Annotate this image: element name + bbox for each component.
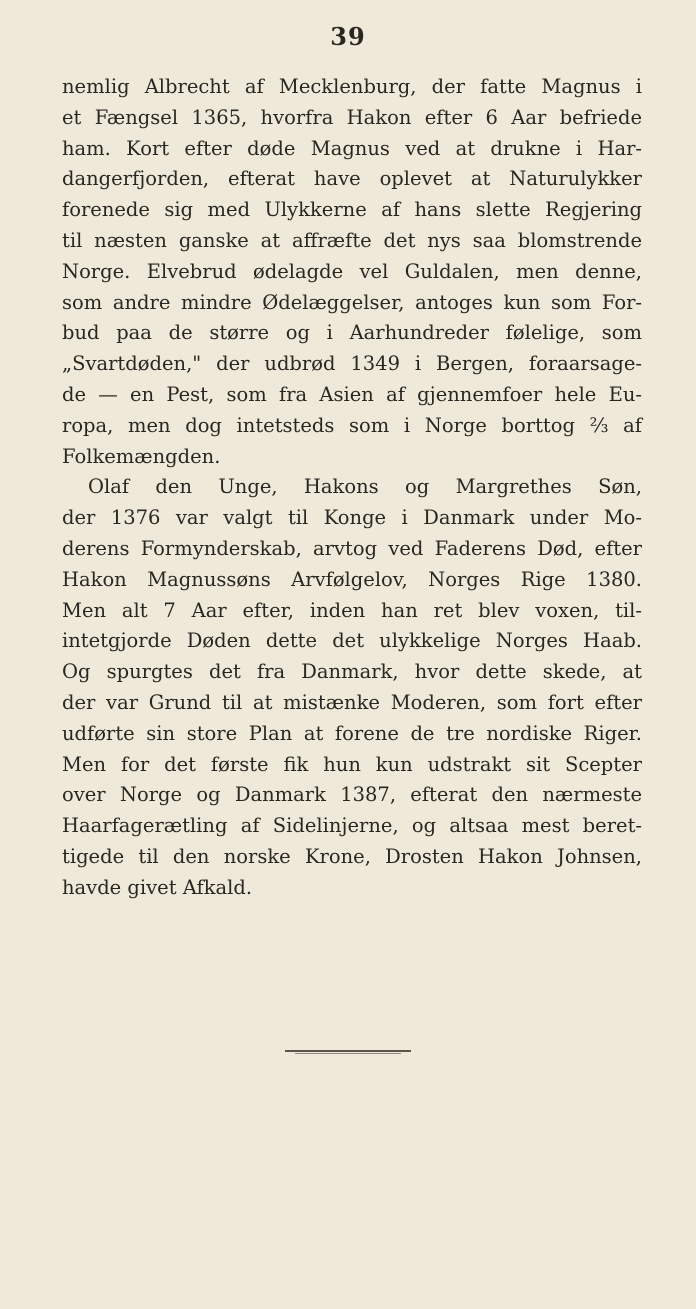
- text-line: som andre mindre Ødelæggelser, antoges kun som For-: [62, 290, 642, 314]
- text-line: et Fængsel 1365, hvorfra Hakon efter 6 Aar befriede: [62, 105, 642, 129]
- text-line: til næsten ganske at affræfte det nys saa blomstrende: [62, 228, 642, 252]
- text-line: der var Grund til at mistænke Moderen, som fort efter: [62, 690, 642, 714]
- text-line: Haarfagerætling af Sidelinjerne, og altsaa mest beret-: [62, 814, 642, 838]
- text-line: udførte sin store Plan at forene de tre nordiske Riger.: [62, 721, 642, 745]
- text-line: ropa, men dog intetsteds som i Norge borttog ⅔ af: [62, 413, 642, 437]
- text-line: de — en Pest, som fra Asien af gjennemfoer hele Eu-: [62, 382, 642, 406]
- text-line: over Norge og Danmark 1387, efterat den nærmeste: [62, 783, 642, 807]
- text-line: Og spurgtes det fra Danmark, hvor dette skede, at: [62, 660, 642, 684]
- text-line: ham. Kort efter døde Magnus ved at drukne i Har-: [62, 136, 642, 160]
- section-divider-thin: [295, 1053, 401, 1054]
- text-line: der 1376 var valgt til Konge i Danmark under Mo-: [62, 506, 642, 530]
- section-divider: [285, 1050, 411, 1052]
- text-line: Norge. Elvebrud ødelagde vel Guldalen, men denne,: [62, 259, 642, 283]
- text-line: derens Formynderskab, arvtog ved Faderens Død, efter: [62, 536, 642, 560]
- text-line: Men alt 7 Aar efter, inden han ret blev voxen, til-: [62, 598, 642, 622]
- text-line: bud paa de større og i Aarhundreder følelige, som: [62, 321, 642, 345]
- text-line: dangerfjorden, efterat have oplevet at Naturulykker: [62, 167, 642, 191]
- text-line: Men for det første fik hun kun udstrakt sit Scepter: [62, 752, 642, 776]
- body-text: [62, 72, 642, 904]
- text-line: Folkemængden.: [62, 444, 221, 468]
- paragraph-start-line: Olaf den Unge, Hakons og Margrethes Søn,: [88, 475, 642, 499]
- text-line: forenede sig med Ulykkerne af hans slette Regjering: [62, 198, 642, 222]
- page-number: 39: [330, 22, 366, 51]
- text-line: tigede til den norske Krone, Drosten Hakon Johnsen,: [62, 844, 642, 868]
- text-line: intetgjorde Døden dette det ulykkelige Norges Haab.: [62, 629, 642, 653]
- text-line: havde givet Afkald.: [62, 875, 253, 899]
- text-line: Hakon Magnussøns Arvfølgelov, Norges Rige 1380.: [62, 567, 642, 591]
- text-line: nemlig Albrecht af Mecklenburg, der fatte Magnus i: [62, 75, 642, 98]
- text-line: „Svartdøden," der udbrød 1349 i Bergen, foraarsage-: [62, 352, 642, 376]
